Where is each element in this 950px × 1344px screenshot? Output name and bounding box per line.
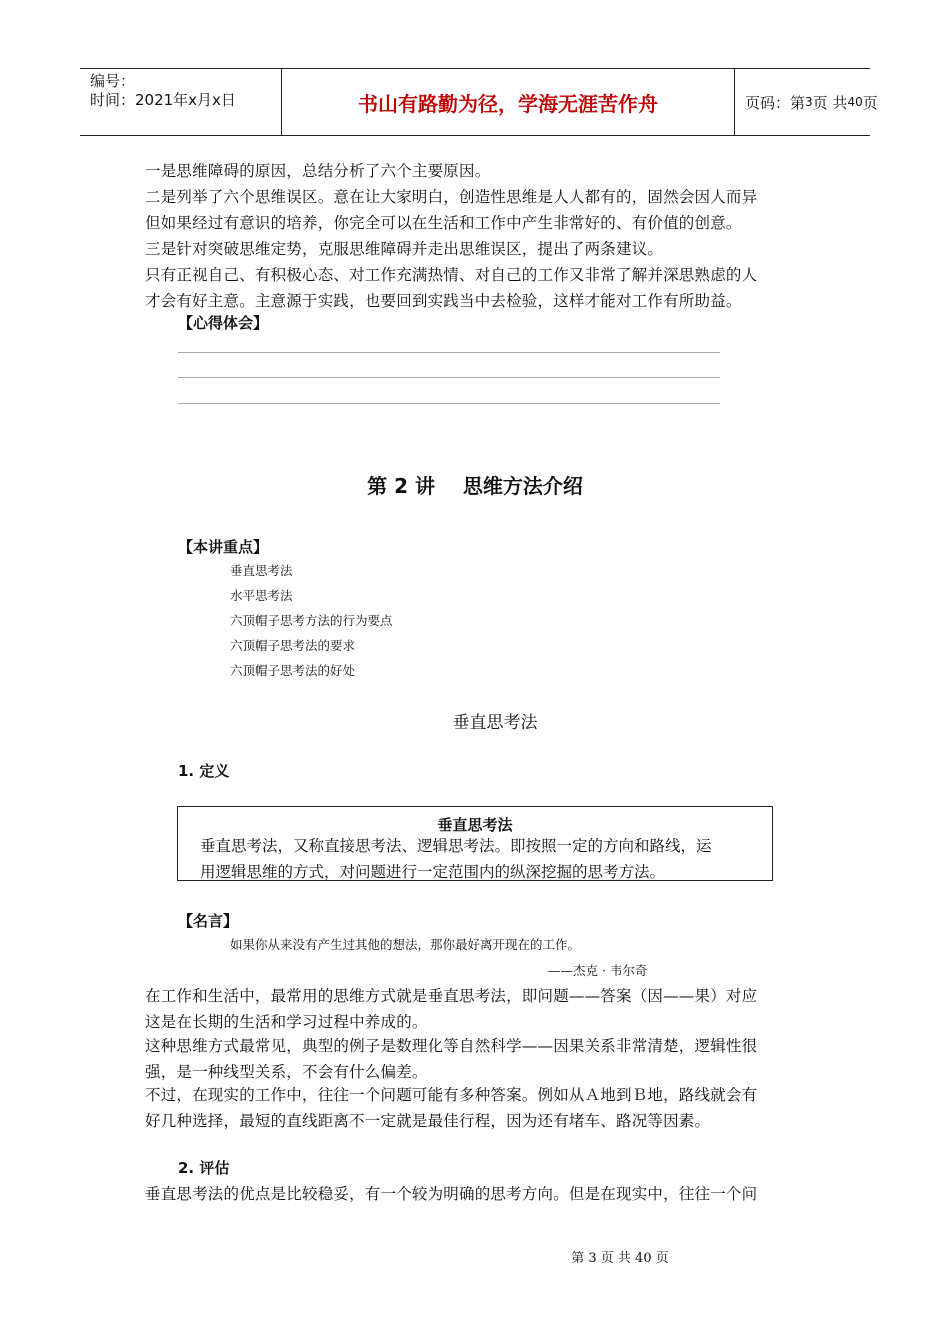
quote-label: 【名言】 [178,912,239,930]
header-meta-cell [80,69,282,135]
header-page-number: 3 [805,95,813,109]
quote-source: ——杰克 · 韦尔奇 [548,963,648,978]
header-page-total: 40 [847,95,863,109]
key-point-item: 六顶帽子思考法的好处 [230,663,356,678]
key-point-item: 垂直思考法 [230,563,293,578]
definition-text: 垂直思考法，又称直接思考法、逻辑思考法。即按照一定的方向和路线，运 用逻辑思维的方式，对问题进行一定范围内的纵深挖掘的思考方法。 [200,837,712,881]
definition-box [177,806,773,881]
key-points-label: 【本讲重点】 [178,538,269,556]
evaluation-heading: 2. 评估 [178,1159,230,1177]
intro-line: 三是针对突破思维定势，克服思维障碍并走出思维误区，提出了两条建议。 [145,240,664,258]
body-line: 不过，在现实的工作中，往往一个问题可能有多种答案。例如从Ａ地到Ｂ地，路线就会有 [145,1086,758,1104]
header-page-info: 页码：第 3 页 共 40 页 [745,93,878,112]
body-line: 强，是一种线型关系，不会有什么偏差。 [145,1063,428,1081]
body-line: 好几种选择，最短的直线距离不一定就是最佳行程，因为还有堵车、路况等因素。 [145,1112,711,1130]
key-point-item: 六顶帽子思考法的要求 [230,638,356,653]
body-line: 在工作和生活中，最常用的思维方式就是垂直思考法，即问题——答案（因——果）对应 [145,987,758,1005]
intro-line: 只有正视自己、有积极心态、对工作充满热情、对自己的工作又非常了解并深思熟虑的人 [145,266,758,284]
writing-line [178,377,720,378]
header-motto: 书山有路勤为径，学海无涯苦作舟 [282,69,735,135]
writing-line [178,403,720,404]
evaluation-line: 垂直思考法的优点是比较稳妥，有一个较为明确的思考方向。但是在现实中，往往一个问 [145,1185,758,1203]
definition-title: 垂直思考法 [437,816,513,834]
definition-heading: 1. 定义 [178,762,230,780]
number-label: 编号： [90,72,136,90]
page-footer: 第 3 页 共 40 页 [571,1251,669,1266]
lecture-title: 第 2 讲 思维方法介绍 [367,474,583,498]
reflection-label: 【心得体会】 [178,314,269,332]
section-title: 垂直思考法 [452,713,538,733]
time-label: 时间：2021年x月x日 [90,91,236,109]
intro-line: 但如果经过有意识的培养，你完全可以在生活和工作中产生非常好的、有价值的创意。 [145,214,742,232]
key-point-item: 水平思考法 [230,588,293,603]
page-header [80,68,878,136]
intro-line: 二是列举了六个思维误区。意在让大家明白，创造性思维是人人都有的，固然会因人而异 [145,188,758,206]
body-line: 这是在长期的生活和学习过程中养成的。 [145,1013,428,1031]
key-point-item: 六顶帽子思考方法的行为要点 [230,613,393,628]
intro-line: 才会有好主意。主意源于实践，也要回到实践当中去检验，这样才能对工作有所助益。 [145,292,742,310]
quote-text: 如果你从来没有产生过其他的想法，那你最好离开现在的工作。 [230,937,581,952]
body-line: 这种思维方式最常见，典型的例子是数理化等自然科学——因果关系非常清楚，逻辑性很 [145,1037,758,1055]
writing-line [178,352,720,353]
intro-line: 一是思维障碍的原因，总结分析了六个主要原因。 [145,162,491,180]
